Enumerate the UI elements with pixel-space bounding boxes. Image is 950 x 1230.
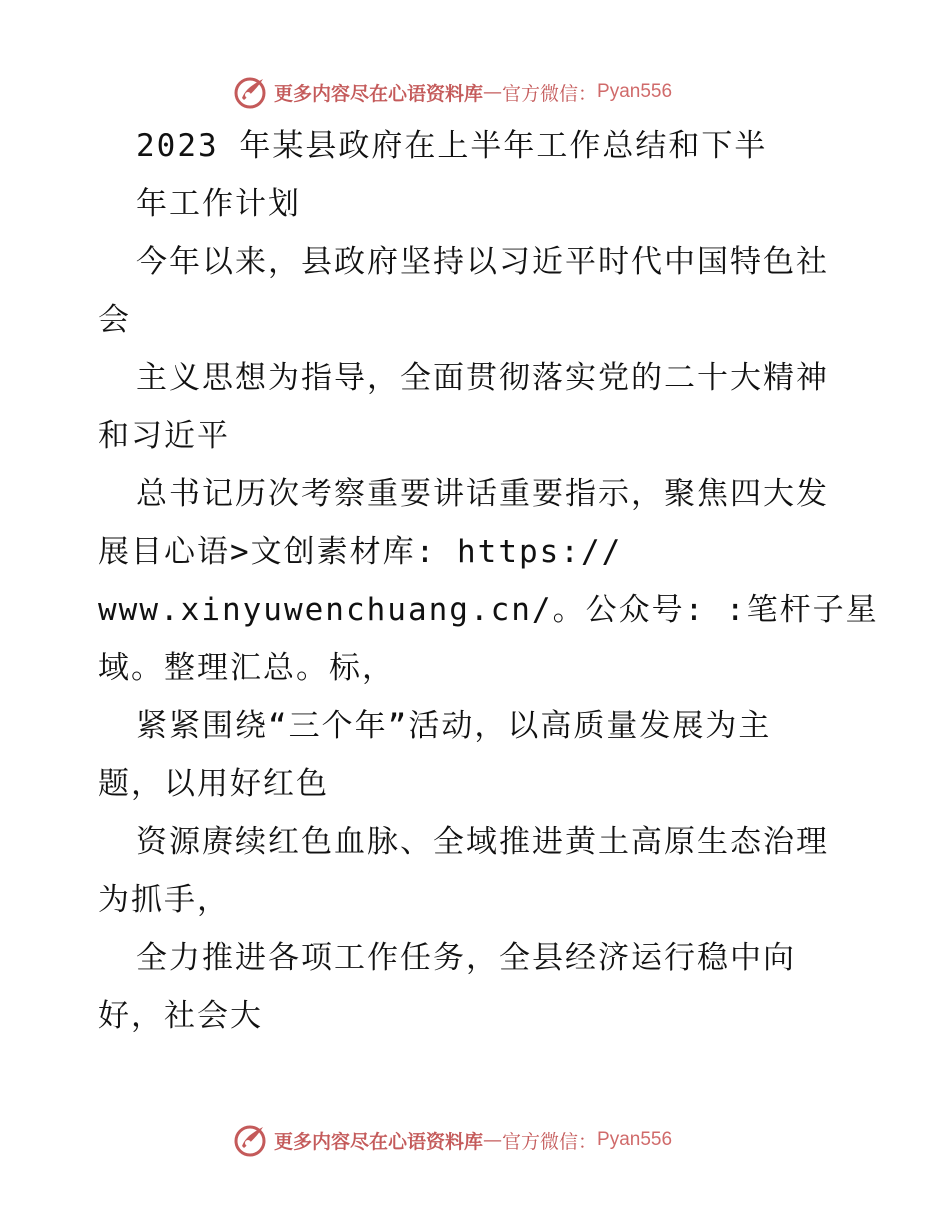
text-line: 2023 年某县政府在上半年工作总结和下半 xyxy=(136,128,768,164)
watermark-text: 更多内容尽在心语资料库 xyxy=(274,1130,484,1153)
text-line: 资源赓续红色血脉、全域推进黄土高原生态治理 xyxy=(136,824,829,860)
text-line: 好，社会大 xyxy=(98,998,263,1034)
logo-icon xyxy=(232,1122,268,1158)
text-line: 全力推进各项工作任务，全县经济运行稳中向 xyxy=(136,940,796,976)
text-line: www.xinyuwenchuang.cn/。公众号: :笔杆子星 xyxy=(98,592,879,628)
text-line: 为抓手， xyxy=(98,882,230,918)
watermark-wechat-id: Pyan556 xyxy=(597,81,673,102)
watermark-wechat-label: 官方微信： xyxy=(502,1130,598,1153)
watermark-wechat-id: Pyan556 xyxy=(597,1129,673,1150)
text-line: 展目心语>文创素材库: https:// xyxy=(98,534,623,570)
text-line: 年工作计划 xyxy=(136,186,301,222)
text-line: 域。整理汇总。标， xyxy=(98,650,395,686)
document-body xyxy=(98,126,888,1054)
footer-watermark xyxy=(232,1120,672,1160)
logo-icon xyxy=(232,74,268,110)
watermark-wechat-label: 官方微信： xyxy=(502,82,598,105)
text-line: 主义思想为指导，全面贯彻落实党的二十大精神 xyxy=(136,360,829,396)
text-line: 总书记历次考察重要讲话重要指示，聚焦四大发 xyxy=(136,476,829,512)
text-line: 和习近平 xyxy=(98,418,230,454)
text-line: 会 xyxy=(98,302,131,338)
watermark-text: 更多内容尽在心语资料库 xyxy=(274,82,484,105)
watermark-dash: — xyxy=(483,1129,503,1151)
watermark-dash: — xyxy=(483,81,503,103)
text-line: 今年以来，县政府坚持以习近平时代中国特色社 xyxy=(136,244,829,280)
text-line: 紧紧围绕“三个年”活动，以高质量发展为主 xyxy=(136,708,772,744)
text-line: 题，以用好红色 xyxy=(98,766,329,802)
header-watermark xyxy=(232,72,672,112)
